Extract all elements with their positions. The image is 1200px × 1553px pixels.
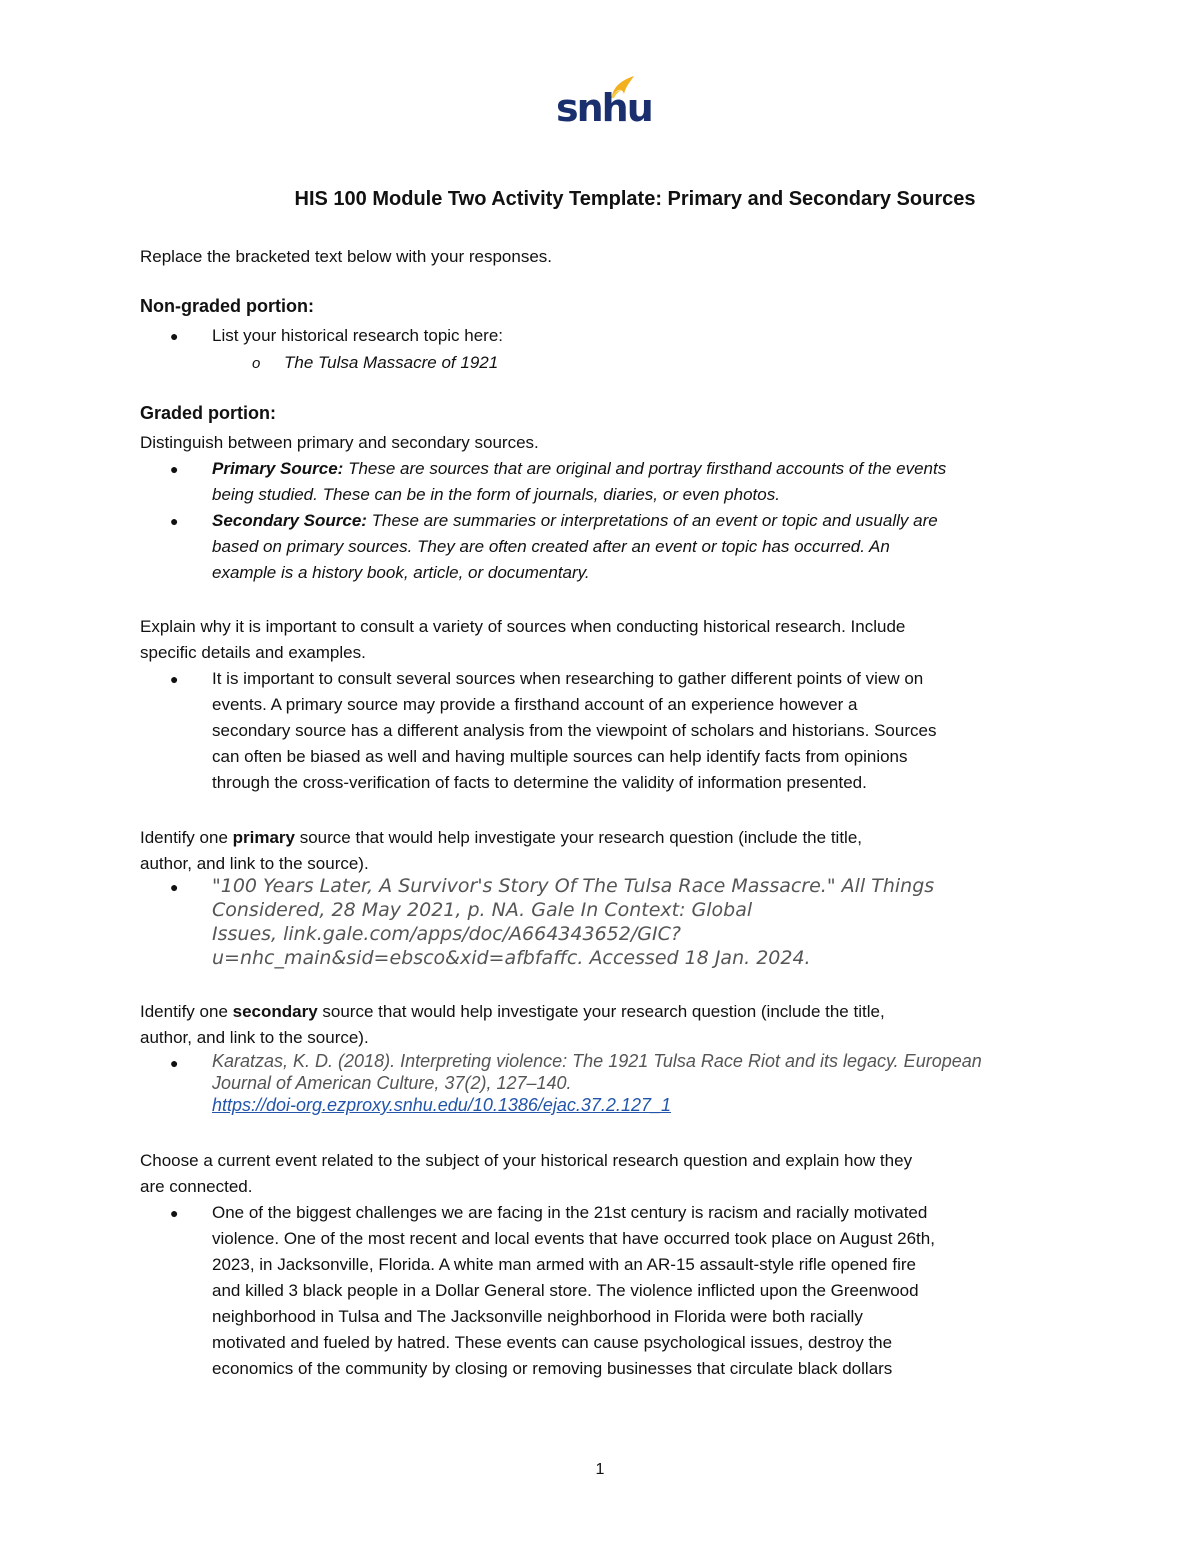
answer-line: It is important to consult several sources when researching to gather different points of view on (212, 669, 924, 688)
variety-prompt (140, 614, 905, 666)
answer-line: neighborhood in Tulsa and The Jacksonville neighborhood in Florida were both racially (212, 1307, 863, 1326)
secondary-text-line: example is a history book, article, or documentary. (212, 563, 590, 582)
snhu-logo (556, 74, 652, 134)
bullet-icon: ● (170, 671, 179, 687)
prompt-line: Choose a current event related to the subject of your historical research question and explain how they (140, 1151, 913, 1170)
prompt-line: Explain why it is important to consult a variety of sources when conducting historical research. Include (140, 617, 906, 636)
answer-line: One of the biggest challenges we are facing in the 21st century is racism and racially motivated (212, 1203, 928, 1222)
bullet-icon: ● (170, 1055, 179, 1071)
page-number: 1 (595, 1461, 605, 1478)
primary-citation (212, 874, 1062, 970)
citation-line: u=nhc_main&sid=ebsco&xid=afbfaffc. Accessed 18 Jan. 2024. (212, 947, 811, 969)
logo-wordmark: snhu (556, 86, 652, 130)
answer-line: 2023, in Jacksonville, Florida. A white man armed with an AR-15 assault-style rifle opened fire (212, 1255, 916, 1274)
prompt-line: author, and link to the source). (140, 854, 369, 873)
secondary-definition (212, 508, 1062, 586)
graded-intro: Distinguish between primary and secondary sources. (140, 433, 539, 452)
bullet-icon: ● (170, 879, 179, 895)
bullet-icon: ● (170, 513, 179, 529)
citation-line: Journal of American Culture, 37(2), 127–140. (212, 1073, 572, 1093)
topic-prompt: List your historical research topic here: (212, 326, 504, 345)
prompt-text: Identify one (140, 1002, 233, 1021)
answer-line: violence. One of the most recent and local events that have occurred took place on August 26th, (212, 1229, 935, 1248)
prompt-line: are connected. (140, 1177, 253, 1196)
answer-line: events. A primary source may provide a firsthand account of an experience however a (212, 695, 858, 714)
current-event-prompt (140, 1148, 912, 1200)
instructions: Replace the bracketed text below with your responses. (140, 247, 553, 266)
prompt-text: source that would help investigate your research question (include the title, (317, 1002, 885, 1021)
primary-definition (212, 456, 1062, 508)
primary-text-line: These are sources that are original and portray firsthand accounts of the events (343, 459, 947, 478)
answer-line: through the cross-verification of facts to determine the validity of information presented. (212, 773, 867, 792)
primary-source-prompt (140, 825, 862, 877)
secondary-label: Secondary Source: (212, 511, 367, 530)
citation-line: Karatzas, K. D. (2018). Interpreting violence: The 1921 Tulsa Race Riot and its legacy. European (212, 1051, 982, 1071)
bullet-icon: ● (170, 461, 179, 477)
variety-answer (212, 666, 1062, 796)
citation-line: Issues, link.gale.com/apps/doc/A664343652/GIC? (212, 923, 681, 945)
graded-heading: Graded portion: (140, 403, 276, 423)
page-title: HIS 100 Module Two Activity Template: Primary and Secondary Sources (294, 188, 976, 210)
sub-bullet-icon: o (252, 355, 261, 372)
prompt-text: Identify one (140, 828, 233, 847)
current-event-answer (212, 1200, 1062, 1382)
non-graded-heading: Non-graded portion: (140, 296, 314, 316)
primary-label: Primary Source: (212, 459, 344, 478)
answer-line: motivated and fueled by hatred. These events can cause psychological issues, destroy the (212, 1333, 893, 1352)
prompt-text: source that would help investigate your research question (include the title, (295, 828, 862, 847)
prompt-line: specific details and examples. (140, 643, 366, 662)
secondary-text-line: based on primary sources. They are often created after an event or topic has occurred. An (212, 537, 890, 556)
prompt-line: author, and link to the source). (140, 1028, 369, 1047)
citation-line: "100 Years Later, A Survivor's Story Of The Tulsa Race Massacre." All Things (212, 875, 935, 897)
primary-text-line: being studied. These can be in the form of journals, diaries, or even photos. (212, 485, 780, 504)
sub-list-item (252, 350, 260, 377)
secondary-citation (212, 1050, 1062, 1116)
prompt-bold: secondary (232, 1002, 318, 1021)
answer-line: economics of the community by closing or removing businesses that circulate black dollars (212, 1359, 893, 1378)
research-topic: The Tulsa Massacre of 1921 (284, 353, 499, 372)
bullet-icon: ● (170, 328, 179, 344)
answer-line: and killed 3 black people in a Dollar General store. The violence inflicted upon the Greenwood (212, 1281, 919, 1300)
citation-link[interactable]: https://doi-org.ezproxy.snhu.edu/10.1386/ejac.37.2.127_1 (212, 1095, 671, 1115)
citation-line: Considered, 28 May 2021, p. NA. Gale In Context: Global (212, 899, 753, 921)
answer-line: can often be biased as well and having multiple sources can help identify facts from opinions (212, 747, 908, 766)
bullet-icon: ● (170, 1205, 179, 1221)
secondary-source-prompt (140, 999, 885, 1051)
secondary-text-line: These are summaries or interpretations of an event or topic and usually are (366, 511, 938, 530)
answer-line: secondary source has a different analysis from the viewpoint of scholars and historians. Sources (212, 721, 937, 740)
prompt-bold: primary (232, 828, 295, 847)
